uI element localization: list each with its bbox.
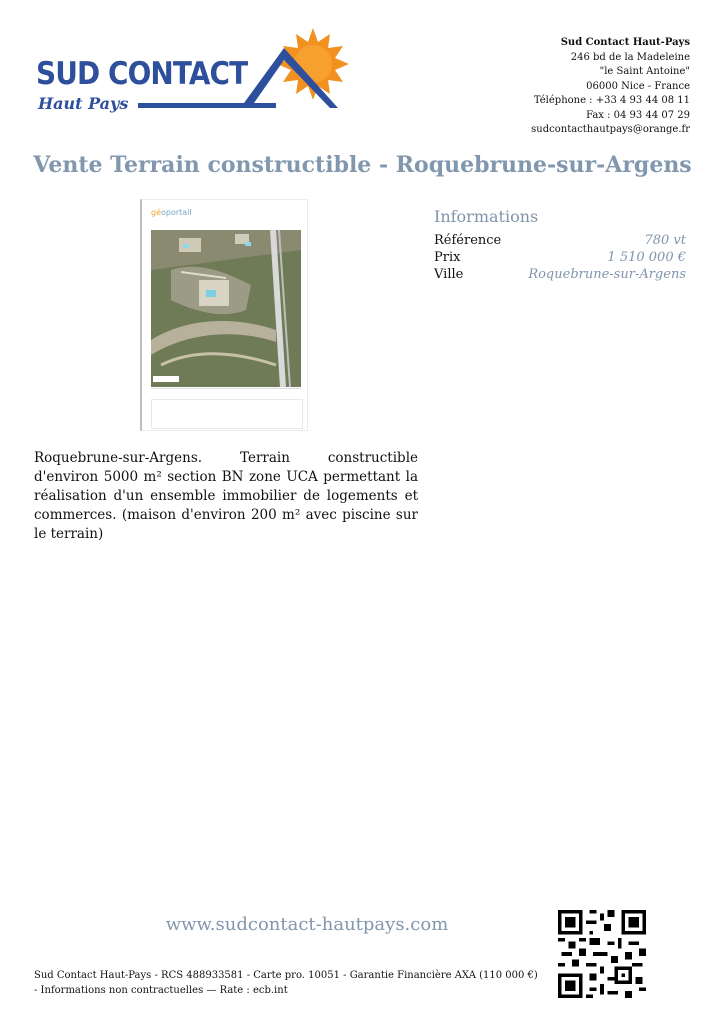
agency-city: 06000 Nice - France (586, 80, 690, 92)
listing-description: Roquebrune-sur-Argens. Terrain constructible d'environ 5000 m² section BN zone UCA permettant la réalisation d'un ensemble immobilier de logements et commerces. (maison d'environ 200 m² avec piscine sur le terrain) (34, 450, 418, 542)
geoportail-logo: géoportail (151, 208, 192, 217)
listing-photo (140, 199, 308, 431)
logo-main-text: SUD CONTACT (36, 56, 248, 92)
map-info-box (151, 399, 303, 429)
logo-sub-text: Haut Pays (38, 94, 129, 113)
footer-legal-line1: Sud Contact Haut-Pays - RCS 488933581 - Carte pro. 10051 - Garantie Financière AXA (110 000 €) (34, 970, 538, 981)
qr-code-icon[interactable] (558, 910, 646, 998)
agency-fax: Fax : 04 93 44 07 29 (586, 109, 690, 121)
company-logo (30, 26, 360, 118)
website-link[interactable]: www.sudcontact-hautpays.com (165, 914, 449, 935)
agency-contact (531, 36, 690, 138)
agency-email[interactable]: sudcontacthautpays@orange.fr (531, 124, 690, 135)
listing-title: Vente Terrain constructible - Roquebrune-sur-Argens (33, 152, 692, 178)
info-label: Ville (434, 267, 464, 282)
footer-legal (34, 968, 538, 998)
info-value: Roquebrune-sur-Argens (528, 267, 686, 282)
map-legend-strip (151, 388, 301, 398)
information-heading: Informations (434, 207, 539, 226)
info-value: 1 510 000 € (607, 250, 686, 265)
info-label: Référence (434, 233, 502, 248)
info-row-price (434, 249, 686, 266)
aerial-map-image (151, 230, 301, 387)
agency-address-line2: "le Saint Antoine" (599, 66, 690, 77)
information-panel (434, 207, 686, 283)
agency-address-line1: 246 bd de la Madeleine (570, 51, 690, 63)
agency-name: Sud Contact Haut-Pays (560, 37, 690, 48)
footer-legal-line2: - Informations non contractuelles — Rate : ecb.int (34, 985, 288, 996)
info-row-reference (434, 232, 686, 249)
agency-phone: Téléphone : +33 4 93 44 08 11 (533, 95, 690, 106)
info-label: Prix (434, 250, 461, 265)
info-value: 780 vt (644, 233, 686, 248)
info-row-city (434, 266, 686, 283)
